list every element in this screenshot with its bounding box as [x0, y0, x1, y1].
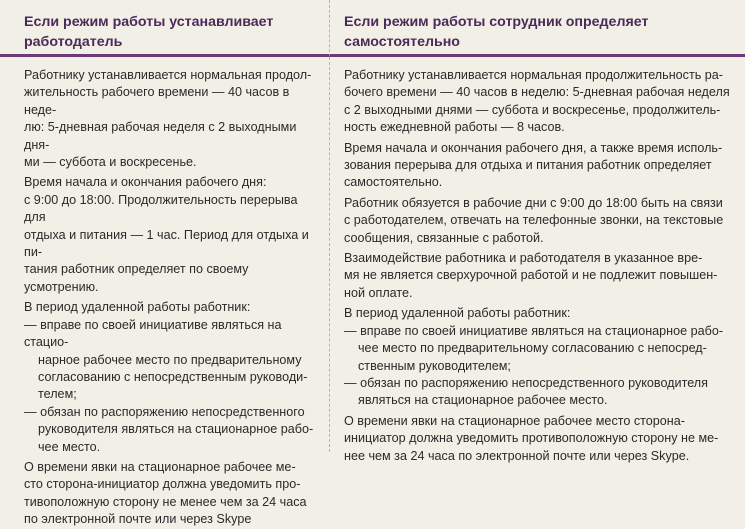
text-line: Если режим работы устанавливает	[24, 14, 274, 30]
column-employer-sets	[0, 57, 330, 527]
text-line: тания работник определяет по своему	[24, 262, 249, 277]
left-bullet-right-to-come	[24, 317, 319, 404]
text-line: самостоятельно.	[344, 175, 443, 190]
left-paragraph-schedule	[24, 174, 319, 296]
text-line: В период удаленной работы работник:	[344, 306, 571, 321]
text-line: — вправе по своей инициативе являться на стационарное рабо-	[344, 323, 724, 338]
text-line: усмотрению.	[24, 279, 99, 294]
right-paragraph-schedule	[344, 140, 735, 192]
text-line: лю: 5-дневная рабочая неделя с 2 выходными дня-	[24, 120, 297, 152]
text-line: бочего времени — 40 часов в неделю: 5-дневная рабочая неделя	[344, 85, 730, 100]
text-line: нее чем за 24 часа по электронной почте или через Skype.	[344, 448, 690, 463]
text-line: Время начала и окончания рабочего дня:	[24, 175, 267, 190]
left-paragraph-notice	[24, 459, 319, 529]
text-line: телем;	[38, 387, 77, 402]
right-paragraph-remote-intro	[344, 305, 735, 322]
left-paragraph-remote-intro	[24, 299, 319, 316]
text-line: ность ежедневной работы — 8 часов.	[344, 120, 565, 135]
text-line: ми — суббота и воскресенье.	[24, 155, 197, 170]
text-line: ной оплате.	[344, 285, 413, 300]
right-paragraph-overtime	[344, 250, 735, 302]
text-line: нарное рабочее место по предварительному	[38, 352, 302, 367]
text-line: с работодателем, отвечать на телефонные звонки, на текстовые	[344, 213, 724, 228]
text-line: Работнику устанавливается нормальная продол-	[24, 68, 312, 82]
text-line: по электронной почте или через Skype	[24, 512, 252, 527]
header-employer-sets	[0, 0, 330, 57]
text-line: ственным руководителем;	[358, 358, 511, 373]
text-line: сообщения, связанные с работой.	[344, 230, 544, 245]
header-employee-decides	[330, 0, 745, 57]
text-line: согласованию с непосредственным руководи-	[38, 369, 308, 384]
text-line: зования перерыва для отдыха и питания работник определяет	[344, 158, 712, 173]
text-line: В период удаленной работы работник:	[24, 300, 251, 315]
text-line: Работнику устанавливается нормальная продолжительность ра-	[344, 68, 723, 82]
text-line: тивоположную сторону не менее чем за 24 часа	[24, 494, 307, 509]
text-line: мя не является сверхурочной работой и не подлежит повышен-	[344, 268, 718, 283]
text-line: О времени явки на стационарное рабочее ме-	[24, 459, 296, 474]
right-bullet-right-to-come	[344, 323, 735, 375]
text-line: — обязан по распоряжению непосредственного руководителя	[344, 375, 708, 390]
text-line: самостоятельно	[344, 34, 460, 50]
text-line: жительность рабочего времени — 40 часов в неде-	[24, 85, 290, 117]
text-line: инициатор должна уведомить противоположную сторону не ме-	[344, 431, 719, 446]
right-paragraph-notice	[344, 413, 735, 465]
text-line: Время начала и окончания рабочего дня, а также время исполь-	[344, 140, 723, 155]
right-bullet-obliged	[344, 375, 735, 410]
text-line: — вправе по своей инициативе являться на стацио-	[24, 317, 282, 350]
text-line: с 9:00 до 18:00. Продолжительность перерыва для	[24, 192, 298, 225]
text-line: отдыха и питания — 1 час. Период для отдыха и пи-	[24, 227, 309, 260]
text-line: — обязан по распоряжению непосредственного	[24, 404, 305, 419]
text-line: Работник обязуется в рабочие дни с 9:00 до 18:00 быть на связи	[344, 195, 723, 210]
text-line: чее место.	[38, 439, 101, 454]
left-paragraph-hours	[24, 67, 319, 171]
column-employee-decides	[330, 57, 745, 463]
right-paragraph-hours	[344, 67, 735, 137]
text-line: руководителя являться на стационарное рабо-	[38, 422, 314, 437]
text-line: О времени явки на стационарное рабочее место сторона-	[344, 413, 685, 428]
left-bullet-obliged	[24, 404, 319, 456]
right-paragraph-availability	[344, 195, 735, 247]
text-line: чее место по предварительному согласованию с непосред-	[358, 341, 707, 356]
text-line: с 2 выходными днями — суббота и воскресенье, продолжитель-	[344, 102, 721, 117]
text-line: Если режим работы сотрудник определяет	[344, 14, 649, 30]
text-line: Взаимодействие работника и работодателя в указанное вре-	[344, 251, 703, 266]
text-line: работодатель	[24, 34, 123, 50]
text-line: являться на стационарное рабочее место.	[358, 393, 608, 408]
text-line: сто сторона-инициатор должна уведомить про-	[24, 477, 301, 492]
